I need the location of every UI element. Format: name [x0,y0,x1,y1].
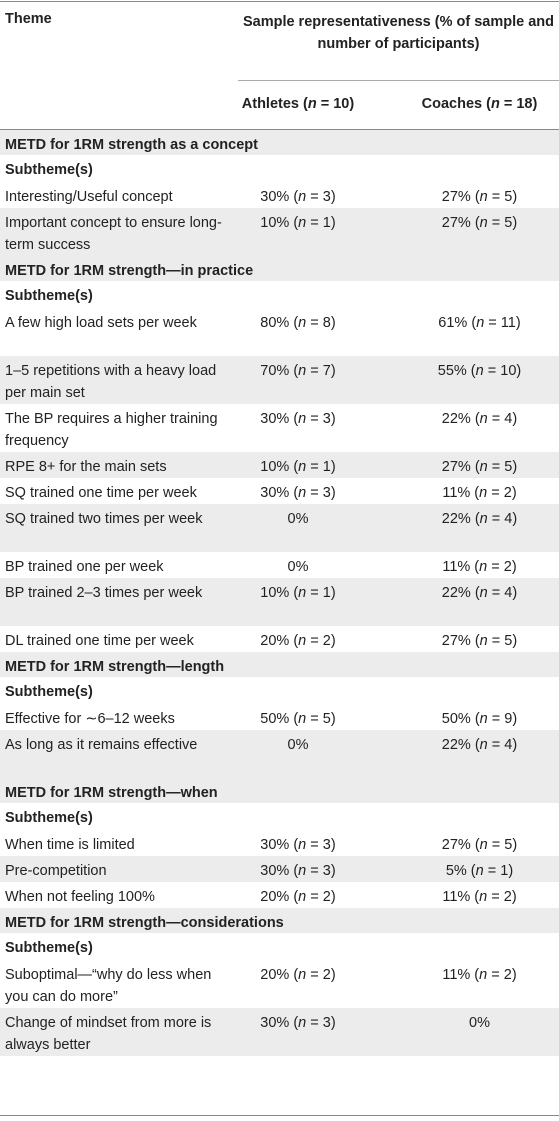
coaches-value-count: 10 [500,363,517,379]
coaches-value-n-symbol: n [479,585,488,601]
section-title: METD for 1RM strength—when [5,785,218,801]
athletes-value-percent: 30% [260,1015,290,1031]
coaches-value-n-symbol: n [479,215,488,231]
header-theme: Theme [5,11,52,27]
athletes-value: 30% (n = 3) [260,837,336,853]
athletes-value-count: 3 [322,863,331,879]
athletes-value-percent: 0% [287,559,309,575]
athletes-value: 20% (n = 2) [260,633,336,649]
athletes-value: 10% (n = 1) [260,215,336,231]
coaches-value-percent: 50% [441,711,471,727]
coaches-value-count: 4 [504,737,513,753]
athletes-value-count: 3 [322,837,331,853]
coaches-value [400,1012,559,1034]
athletes-value-count: 2 [322,889,331,905]
table-row [0,182,559,208]
header-athletes-label: Athletes [241,96,299,112]
coaches-value: 5% (n = 1) [445,863,514,879]
athletes-value: 10% (n = 1) [260,459,336,475]
athletes-value-count: 1 [322,215,331,231]
coaches-value-n-symbol: n [479,737,488,753]
athletes-value [238,556,358,578]
subtheme-label: When not feeling 100% [5,889,155,905]
table-row [0,960,559,1008]
coaches-value-n-symbol: n [479,459,488,475]
coaches-value: 27% (n = 5) [441,633,518,649]
header-sub-rule [238,80,559,81]
athletes-value-percent: 30% [260,837,290,853]
coaches-value: 11% (n = 2) [442,967,517,983]
coaches-value-count: 5 [504,633,513,649]
athletes-value-n-symbol: n [298,411,307,427]
table-row [0,404,559,452]
athletes-value: 20% (n = 2) [260,889,336,905]
subtheme-heading-row [0,281,559,308]
coaches-value-percent: 27% [441,837,471,853]
table-row [0,882,559,908]
athletes-value-percent: 20% [260,967,290,983]
section-title: METD for 1RM strength—length [5,659,225,675]
coaches-value-percent: 11% [442,485,471,501]
coaches-value-percent: 22% [441,411,471,427]
athletes-value-n-symbol: n [298,189,307,205]
table-row [0,626,559,652]
coaches-value-count: 1 [500,863,509,879]
athletes-value-n-symbol: n [298,315,307,331]
section-row [0,130,559,155]
coaches-value-n-symbol: n [479,189,488,205]
table-row [0,830,559,856]
athletes-value-n-symbol: n [298,1015,307,1031]
coaches-value-count: 4 [504,511,513,527]
athletes-value-percent: 10% [260,459,290,475]
table-row [0,356,559,404]
coaches-value-count: 4 [504,585,513,601]
athletes-value-n-symbol: n [298,633,307,649]
coaches-value: 27% (n = 5) [441,189,518,205]
coaches-value-n-symbol: n [479,711,488,727]
athletes-value-count: 3 [322,189,331,205]
subtheme-label: 1–5 repetitions with a heavy load per main set [5,363,217,401]
table-row [0,504,559,552]
coaches-value-count: 4 [504,411,513,427]
coaches-value: 55% (n = 10) [437,363,522,379]
header-athletes: Athletes (n = 10) [241,96,355,112]
header-coaches-n: 18 [516,96,533,112]
section-row [0,256,559,281]
athletes-value-percent: 30% [260,485,290,501]
athletes-value-percent: 70% [260,363,290,379]
coaches-value: 61% (n = 11) [438,315,521,331]
coaches-value-n-symbol: n [479,837,488,853]
coaches-value-percent: 5% [445,863,467,879]
coaches-value-count: 2 [503,485,512,501]
coaches-value-percent: 22% [441,737,471,753]
coaches-value-count: 2 [503,967,512,983]
subtheme-label: DL trained one time per week [5,633,194,649]
subtheme-label: As long as it remains effective [5,737,198,753]
athletes-value [238,508,358,530]
table-row [0,208,559,256]
coaches-value-percent: 27% [441,633,471,649]
coaches-value: 50% (n = 9) [441,711,518,727]
athletes-value-percent: 0% [287,737,309,753]
coaches-value: 27% (n = 5) [441,215,518,231]
subtheme-label: Pre-competition [5,863,107,879]
athletes-value-count: 8 [322,315,331,331]
coaches-value-percent: 22% [441,511,471,527]
coaches-value-n-symbol: n [479,967,488,983]
coaches-value-percent: 27% [441,215,471,231]
coaches-value-count: 9 [504,711,513,727]
athletes-value: 20% (n = 2) [260,967,336,983]
coaches-value-percent: 22% [441,585,471,601]
coaches-value-percent: 55% [437,363,467,379]
coaches-value-n-symbol: n [475,863,484,879]
athletes-value-count: 2 [322,633,331,649]
table-row [0,578,559,626]
coaches-value-percent: 27% [441,189,471,205]
coaches-value: 22% (n = 4) [441,511,518,527]
athletes-value-percent: 30% [260,189,290,205]
athletes-value: 30% (n = 3) [260,1015,336,1031]
table-bottom-rule [0,1115,559,1116]
section-row [0,778,559,803]
subtheme-heading-row [0,677,559,704]
coaches-value-count: 5 [504,837,513,853]
coaches-value-n-symbol: n [479,889,488,905]
athletes-value-percent: 10% [260,215,290,231]
table-row [0,452,559,478]
table-body [0,130,559,1056]
coaches-value-percent: 11% [442,967,471,983]
athletes-value-n-symbol: n [298,215,307,231]
coaches-value-percent: 61% [438,315,468,331]
subtheme-label: Suboptimal—“why do less when you can do more” [5,967,212,1005]
coaches-value-count: 2 [503,559,512,575]
athletes-value-count: 1 [322,585,331,601]
athletes-value: 30% (n = 3) [260,485,336,501]
subtheme-label: Effective for ∼6–12 weeks [5,711,175,727]
athletes-value-count: 2 [322,967,331,983]
subtheme-label: SQ trained two times per week [5,511,203,527]
subtheme-label: A few high load sets per week [5,315,197,331]
coaches-value-count: 5 [504,215,513,231]
subtheme-heading: Subtheme(s) [5,684,93,700]
athletes-value-count: 3 [322,1015,331,1031]
athletes-value-percent: 0% [287,511,309,527]
coaches-value: 11% (n = 2) [442,485,517,501]
coaches-value: 22% (n = 4) [441,411,518,427]
athletes-value-percent: 20% [260,633,290,649]
subtheme-heading: Subtheme(s) [5,940,93,956]
athletes-value-n-symbol: n [298,837,307,853]
athletes-value-n-symbol: n [298,485,307,501]
athletes-value-n-symbol: n [298,459,307,475]
athletes-value-percent: 20% [260,889,290,905]
athletes-value-n-symbol: n [298,967,307,983]
athletes-value: 80% (n = 8) [260,315,336,331]
athletes-value-count: 3 [322,411,331,427]
coaches-value-n-symbol: n [479,633,488,649]
athletes-value-count: 3 [322,485,331,501]
athletes-value: 10% (n = 1) [260,585,336,601]
coaches-value-count: 5 [504,189,513,205]
subtheme-label: SQ trained one time per week [5,485,197,501]
section-row [0,652,559,677]
table-row [0,856,559,882]
header-sample-representativeness: Sample representativeness (% of sample and number of participants) [242,14,555,52]
coaches-value-count: 2 [503,889,512,905]
subtheme-heading-row [0,155,559,182]
athletes-value-count: 1 [322,459,331,475]
athletes-value-count: 7 [322,363,331,379]
athletes-value [238,734,358,756]
athletes-value-n-symbol: n [298,889,307,905]
athletes-value-percent: 80% [260,315,290,331]
coaches-value: 22% (n = 4) [441,737,518,753]
table-row [0,730,559,778]
athletes-value-count: 5 [322,711,331,727]
coaches-value-count: 5 [504,459,513,475]
athletes-value: 30% (n = 3) [260,863,336,879]
section-row [0,908,559,933]
table-row [0,552,559,578]
athletes-value: 50% (n = 5) [260,711,336,727]
athletes-value-n-symbol: n [298,863,307,879]
header-coaches-label: Coaches [421,96,483,112]
subtheme-heading-row [0,803,559,830]
subtheme-label: Important concept to ensure long-term success [5,215,222,253]
subtheme-label: Interesting/Useful concept [5,189,173,205]
subtheme-label: The BP requires a higher training frequency [5,411,218,449]
section-title: METD for 1RM strength—considerations [5,915,284,931]
coaches-value: 27% (n = 5) [441,459,518,475]
table-row [0,478,559,504]
section-title: METD for 1RM strength—in practice [5,263,254,279]
athletes-value-percent: 50% [260,711,290,727]
athletes-value-n-symbol: n [298,363,307,379]
section-title: METD for 1RM strength as a concept [5,137,258,153]
coaches-value-n-symbol: n [479,485,488,501]
coaches-value: 22% (n = 4) [441,585,518,601]
coaches-value-n-symbol: n [479,559,488,575]
coaches-value-percent: 11% [442,559,471,575]
coaches-value-n-symbol: n [475,363,484,379]
table-row [0,704,559,730]
coaches-value-percent: 27% [441,459,471,475]
coaches-value-n-symbol: n [479,411,488,427]
subtheme-label: BP trained 2–3 times per week [5,585,203,601]
subtheme-label: BP trained one per week [5,559,164,575]
table-row [0,1008,559,1056]
header-athletes-n: 10 [333,96,350,112]
coaches-value-percent: 0% [469,1015,490,1031]
subtheme-label: Change of mindset from more is always better [5,1015,212,1053]
athletes-value: 30% (n = 3) [260,411,336,427]
coaches-value: 27% (n = 5) [441,837,518,853]
athletes-value-n-symbol: n [298,711,307,727]
table-row [0,308,559,356]
subtheme-heading: Subtheme(s) [5,810,93,826]
coaches-value: 11% (n = 2) [442,559,517,575]
subtheme-label: RPE 8+ for the main sets [5,459,167,475]
coaches-value-count: 11 [500,315,516,331]
coaches-value-percent: 11% [442,889,471,905]
athletes-value-percent: 30% [260,411,290,427]
athletes-value-percent: 30% [260,863,290,879]
athletes-value: 70% (n = 7) [260,363,336,379]
coaches-value: 11% (n = 2) [442,889,517,905]
athletes-value-n-symbol: n [298,585,307,601]
header-coaches: Coaches (n = 18) [421,96,538,112]
subtheme-heading: Subtheme(s) [5,288,93,304]
athletes-value: 30% (n = 3) [260,189,336,205]
subtheme-heading: Subtheme(s) [5,162,93,178]
table-top-rule [0,1,559,2]
coaches-value-n-symbol: n [476,315,485,331]
subtheme-heading-row [0,933,559,960]
subtheme-label: When time is limited [5,837,135,853]
athletes-value-percent: 10% [260,585,290,601]
coaches-value-n-symbol: n [479,511,488,527]
